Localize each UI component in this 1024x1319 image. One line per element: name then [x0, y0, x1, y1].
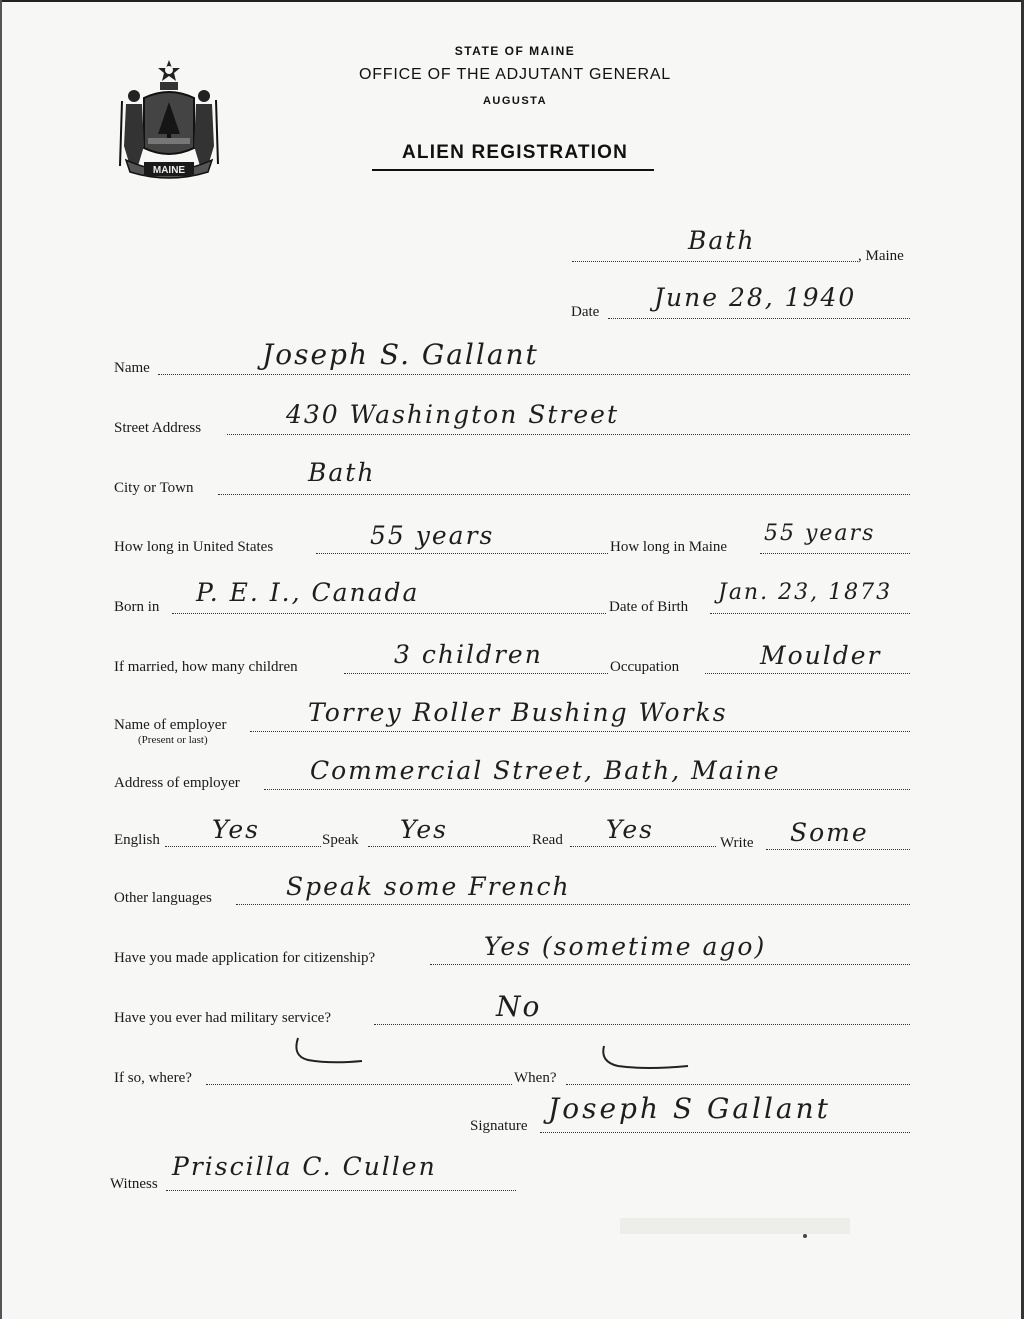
- long-us-line: [316, 553, 608, 554]
- name-label: Name: [114, 360, 150, 376]
- date-line: [608, 318, 910, 319]
- street-line: [227, 434, 910, 435]
- born-value: P. E. I., Canada: [196, 578, 420, 607]
- write-line: [766, 849, 910, 850]
- write-value: Some: [790, 818, 869, 847]
- long-us-value: 55 years: [370, 521, 495, 550]
- other-languages-label: Other languages: [114, 890, 212, 906]
- when-line: [566, 1084, 910, 1085]
- citizenship-value: Yes (sometime ago): [484, 932, 767, 961]
- signature-value: Joseph S Gallant: [548, 1092, 831, 1125]
- occupation-value: Moulder: [760, 641, 882, 670]
- maine-state-seal: [116, 56, 222, 180]
- city-heading: AUGUSTA: [482, 95, 548, 107]
- read-value: Yes: [606, 815, 654, 844]
- city-label: City or Town: [114, 480, 194, 496]
- employer-label: Name of employer: [114, 717, 227, 733]
- speak-value: Yes: [400, 815, 448, 844]
- where-dash-mark: [290, 1034, 370, 1074]
- write-label: Write: [720, 835, 754, 851]
- long-us-label: How long in United States: [114, 539, 274, 555]
- state-heading: STATE OF MAINE: [454, 44, 576, 58]
- scan-edge-top: [0, 0, 1024, 2]
- other-languages-value: Speak some French: [286, 872, 571, 901]
- english-label: English: [114, 832, 160, 848]
- english-line: [165, 846, 321, 847]
- speak-label: Speak: [322, 832, 359, 848]
- city-line: [218, 494, 910, 495]
- signature-label: Signature: [470, 1118, 528, 1134]
- long-maine-line: [760, 553, 910, 554]
- dob-value: Jan. 23, 1873: [718, 580, 893, 605]
- witness-label: Witness: [110, 1176, 158, 1192]
- children-line: [344, 673, 608, 674]
- born-label: Born in: [114, 599, 160, 615]
- other-languages-line: [236, 904, 910, 905]
- citizenship-label: Have you made application for citizenship?: [114, 950, 376, 966]
- employer-address-line: [264, 789, 910, 790]
- english-value: Yes: [212, 815, 260, 844]
- military-label: Have you ever had military service?: [114, 1010, 331, 1026]
- signature-line: [540, 1132, 910, 1133]
- place-label: , Maine: [858, 248, 904, 264]
- name-line: [158, 374, 910, 375]
- employer-address-label: Address of employer: [114, 775, 240, 791]
- faint-stamp-mark: [620, 1212, 860, 1242]
- children-value: 3 children: [394, 640, 543, 669]
- where-line: [206, 1084, 512, 1085]
- when-dash-mark: [596, 1040, 696, 1080]
- place-value: Bath: [688, 226, 756, 255]
- street-value: 430 Washington Street: [286, 400, 620, 429]
- witness-value: Priscilla C. Cullen: [172, 1152, 437, 1181]
- born-line: [172, 613, 606, 614]
- read-line: [570, 846, 716, 847]
- occupation-line: [705, 673, 910, 674]
- name-value: Joseph S. Gallant: [262, 338, 539, 371]
- date-label: Date: [571, 304, 600, 320]
- witness-line: [166, 1190, 516, 1191]
- seal-maine-text: MAINE: [152, 165, 186, 176]
- street-label: Street Address: [114, 420, 202, 436]
- occupation-label: Occupation: [610, 659, 680, 675]
- when-label: When?: [514, 1070, 557, 1086]
- place-line: [572, 261, 858, 262]
- dob-label: Date of Birth: [609, 599, 689, 615]
- employer-address-value: Commercial Street, Bath, Maine: [310, 756, 781, 785]
- read-label: Read: [532, 832, 563, 848]
- where-label: If so, where?: [114, 1070, 192, 1086]
- speak-line: [368, 846, 530, 847]
- military-value: No: [496, 990, 542, 1023]
- long-maine-label: How long in Maine: [610, 539, 728, 555]
- long-maine-value: 55 years: [764, 521, 876, 546]
- employer-value: Torrey Roller Bushing Works: [308, 698, 728, 727]
- military-line: [374, 1024, 910, 1025]
- citizenship-line: [430, 964, 910, 965]
- employer-line: [250, 731, 910, 732]
- city-value: Bath: [308, 458, 376, 487]
- employer-sublabel: (Present or last): [138, 734, 208, 746]
- scan-edge-left: [0, 0, 2, 1319]
- title-underline: [372, 169, 654, 171]
- dob-line: [710, 613, 910, 614]
- office-heading: OFFICE OF THE ADJUTANT GENERAL: [358, 66, 672, 83]
- form-title: ALIEN REGISTRATION: [401, 142, 629, 163]
- children-label: If married, how many children: [114, 659, 298, 675]
- date-value: June 28, 1940: [654, 283, 857, 312]
